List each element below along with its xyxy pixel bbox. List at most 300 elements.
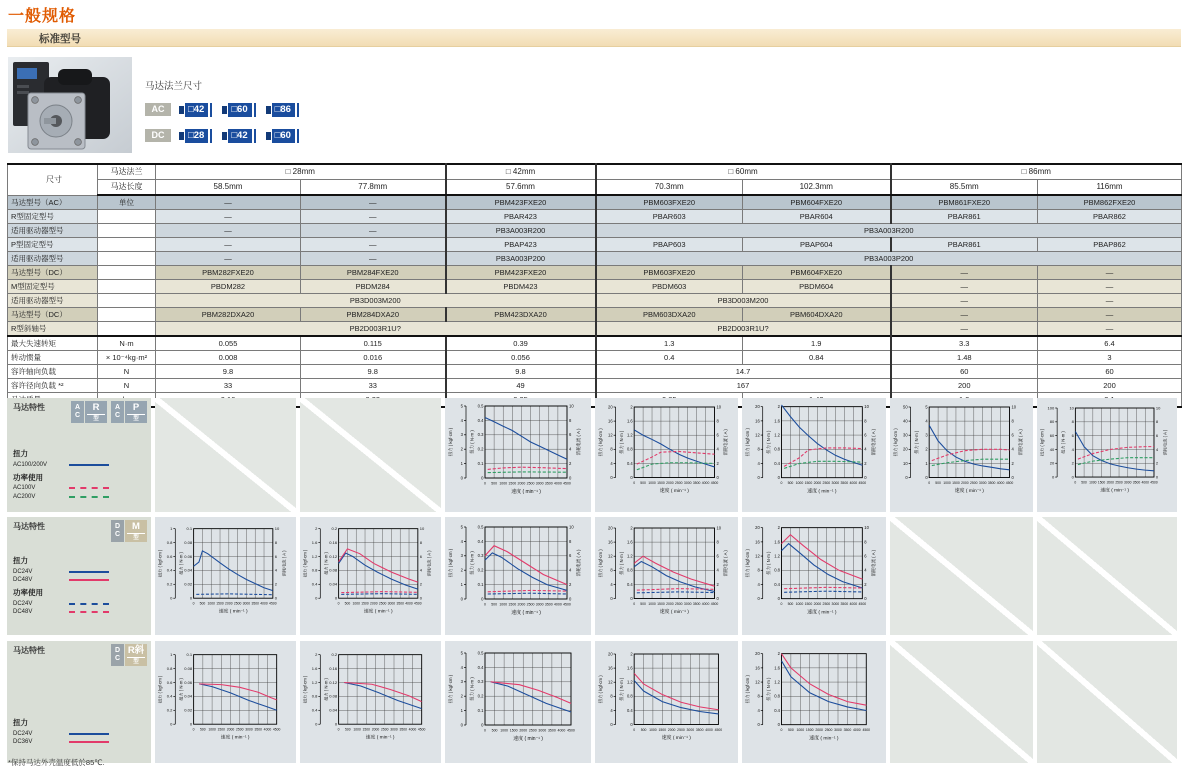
- svg-text:0.8: 0.8: [774, 693, 780, 699]
- table-row: [8, 266, 1182, 280]
- svg-text:4500: 4500: [862, 728, 871, 733]
- legend-line-sample: [69, 579, 109, 581]
- svg-text:3: 3: [460, 553, 463, 559]
- unit-cell: [98, 294, 156, 308]
- svg-text:6: 6: [274, 553, 278, 559]
- svg-text:0.5: 0.5: [477, 650, 484, 656]
- svg-text:3500: 3500: [396, 601, 404, 606]
- svg-text:500: 500: [345, 727, 351, 732]
- type-badge: [111, 644, 147, 666]
- svg-text:速度 ( min⁻¹ ): 速度 ( min⁻¹ ): [807, 610, 837, 616]
- spec-cell: —: [301, 252, 446, 266]
- svg-text:20: 20: [755, 651, 760, 657]
- spec-cell: —: [1038, 266, 1182, 280]
- svg-text:1000: 1000: [795, 481, 804, 486]
- svg-text:1.2: 1.2: [774, 432, 780, 438]
- svg-text:2000: 2000: [813, 602, 822, 607]
- svg-text:0: 0: [274, 595, 278, 601]
- svg-text:0.8: 0.8: [626, 693, 633, 699]
- svg-text:12: 12: [608, 553, 613, 559]
- svg-text:6: 6: [864, 432, 867, 438]
- svg-text:10: 10: [569, 524, 574, 530]
- svg-text:4: 4: [569, 567, 572, 573]
- svg-text:20: 20: [1049, 460, 1055, 466]
- spec-cell: PB3A003P200: [446, 252, 596, 266]
- spec-cell: 60: [1038, 365, 1182, 379]
- svg-text:0.1: 0.1: [186, 652, 193, 658]
- svg-text:16: 16: [608, 539, 613, 545]
- svg-text:500: 500: [200, 727, 206, 732]
- svg-text:2000: 2000: [226, 727, 235, 732]
- svg-text:4500: 4500: [563, 481, 571, 486]
- svg-text:1: 1: [460, 582, 463, 587]
- spec-cell: —: [891, 322, 1038, 337]
- svg-text:4: 4: [569, 446, 572, 452]
- svg-text:0.06: 0.06: [184, 679, 193, 685]
- svg-text:0.08: 0.08: [329, 567, 338, 573]
- spec-cell: 6.4: [1038, 336, 1182, 351]
- flange-size-value: □28: [185, 129, 208, 143]
- svg-text:1.6: 1.6: [774, 539, 780, 545]
- svg-text:扭力 ( kgf·cm ): 扭力 ( kgf·cm ): [448, 427, 453, 457]
- motor-photo-illustration: [8, 57, 132, 153]
- svg-text:500: 500: [787, 602, 794, 607]
- table-row: [8, 195, 1182, 210]
- badge-bar-icon: [254, 129, 256, 143]
- flange-size-badge: [222, 129, 255, 143]
- svg-text:扭力 ( N·m ): 扭力 ( N·m ): [323, 552, 329, 575]
- svg-text:8: 8: [757, 693, 760, 699]
- svg-text:0: 0: [419, 595, 423, 601]
- spec-cell: —: [301, 210, 446, 224]
- spec-cell: 9.8: [446, 365, 596, 379]
- legend-line-sample: [69, 496, 109, 498]
- svg-text:8: 8: [757, 446, 760, 452]
- svg-text:2000: 2000: [666, 480, 674, 485]
- svg-text:2: 2: [864, 460, 867, 466]
- spec-cell: 60: [891, 365, 1038, 379]
- torque-chart: [155, 641, 296, 763]
- svg-text:0: 0: [1155, 474, 1159, 480]
- svg-text:3000: 3000: [683, 480, 692, 485]
- svg-text:0: 0: [1052, 474, 1055, 480]
- svg-text:扭力 ( kgf·cm ): 扭力 ( kgf·cm ): [744, 428, 750, 457]
- svg-text:0: 0: [777, 596, 780, 602]
- svg-text:0: 0: [928, 480, 931, 485]
- svg-text:3000: 3000: [686, 727, 695, 732]
- svg-text:2: 2: [716, 581, 719, 587]
- svg-text:3000: 3000: [390, 727, 398, 732]
- svg-text:2: 2: [315, 526, 318, 532]
- svg-text:500: 500: [491, 481, 498, 486]
- svg-text:0.16: 0.16: [329, 665, 338, 671]
- spec-cell: PBAP423: [446, 238, 596, 252]
- spec-cell: PBAP862: [1038, 238, 1182, 252]
- svg-text:500: 500: [640, 601, 646, 606]
- unit-cell: [98, 238, 156, 252]
- svg-text:5: 5: [460, 403, 463, 409]
- legend-section-label: 扭力: [13, 718, 28, 727]
- svg-text:4000: 4000: [701, 601, 710, 606]
- svg-text:4500: 4500: [414, 601, 422, 606]
- svg-text:2500: 2500: [824, 728, 833, 733]
- svg-text:12: 12: [608, 679, 613, 685]
- spec-cell: 0.4: [596, 351, 743, 365]
- svg-text:4: 4: [925, 418, 928, 424]
- svg-text:1000: 1000: [795, 602, 804, 607]
- svg-text:3500: 3500: [843, 728, 852, 733]
- svg-text:0.4: 0.4: [311, 707, 318, 713]
- svg-text:1500: 1500: [658, 727, 667, 732]
- svg-text:速度 ( min⁻¹ ): 速度 ( min⁻¹ ): [220, 735, 250, 741]
- svg-text:4000: 4000: [553, 481, 562, 486]
- svg-text:3000: 3000: [683, 601, 692, 606]
- section-bar: [7, 29, 1181, 47]
- svg-text:4: 4: [610, 707, 613, 713]
- type-badge: [111, 401, 147, 423]
- flange-size-rows: [145, 101, 309, 144]
- svg-text:4500: 4500: [1150, 480, 1158, 485]
- svg-text:4500: 4500: [567, 728, 575, 733]
- svg-text:消耗电流 ( A ): 消耗电流 ( A ): [576, 549, 581, 577]
- svg-text:1.6: 1.6: [774, 418, 780, 424]
- svg-text:速度 ( min⁻¹ ): 速度 ( min⁻¹ ): [954, 489, 984, 495]
- flange-size-block: [145, 78, 309, 153]
- svg-text:4: 4: [1155, 446, 1159, 452]
- svg-text:扭力 ( N·m ): 扭力 ( N·m ): [1060, 431, 1066, 454]
- svg-text:16: 16: [608, 665, 613, 671]
- table-row: [8, 351, 1182, 365]
- svg-text:2: 2: [419, 581, 423, 587]
- svg-text:0: 0: [484, 602, 486, 607]
- svg-text:3500: 3500: [1132, 480, 1141, 485]
- svg-text:0.5: 0.5: [477, 403, 484, 409]
- empty-cell: [1037, 641, 1177, 763]
- svg-text:扭力 ( N·m ): 扭力 ( N·m ): [178, 678, 184, 701]
- spec-cell: —: [891, 266, 1038, 280]
- spec-table: [7, 163, 1182, 411]
- svg-text:10: 10: [716, 525, 722, 531]
- spec-cell: PBDM423: [446, 280, 596, 294]
- svg-text:16: 16: [755, 539, 760, 545]
- svg-text:20: 20: [755, 404, 760, 410]
- spec-cell: PBM423FXE20: [446, 266, 596, 280]
- torque-chart: [595, 641, 738, 763]
- svg-text:4500: 4500: [858, 481, 867, 486]
- spec-cell: 200: [1038, 379, 1182, 393]
- type-badge: [71, 401, 107, 423]
- page-title: 一般规格: [8, 8, 77, 25]
- svg-text:0.2: 0.2: [166, 581, 173, 587]
- svg-text:1500: 1500: [362, 727, 371, 732]
- unit-cell: [98, 266, 156, 280]
- svg-text:1500: 1500: [805, 728, 814, 733]
- svg-text:速度 ( min⁻¹ ): 速度 ( min⁻¹ ): [511, 610, 541, 616]
- spec-cell: PBM284FXE20: [301, 266, 446, 280]
- svg-text:0.12: 0.12: [329, 553, 338, 559]
- flange-header: 马达法兰: [98, 164, 156, 180]
- svg-text:扭力 ( kgf·cm ): 扭力 ( kgf·cm ): [597, 549, 603, 578]
- svg-text:0.4: 0.4: [774, 581, 780, 587]
- svg-text:2500: 2500: [236, 727, 244, 732]
- svg-text:3500: 3500: [840, 481, 849, 486]
- badge-series-label: A C: [111, 401, 124, 423]
- svg-text:50: 50: [903, 404, 908, 410]
- torque-chart: [890, 398, 1033, 512]
- svg-text:0: 0: [630, 595, 633, 601]
- svg-text:0.1: 0.1: [477, 461, 484, 466]
- spec-cell: PB3D003M200: [156, 294, 596, 308]
- svg-text:0.8: 0.8: [626, 446, 633, 452]
- legend-item-name: DC24V: [13, 568, 33, 575]
- legend-line-sample: [69, 611, 109, 613]
- svg-text:3500: 3500: [251, 601, 259, 606]
- svg-text:4: 4: [757, 460, 760, 466]
- svg-text:1500: 1500: [804, 481, 813, 486]
- svg-text:4: 4: [610, 460, 613, 466]
- svg-text:4500: 4500: [714, 727, 723, 732]
- torque-chart: [742, 641, 886, 763]
- torque-chart: [742, 517, 886, 635]
- svg-text:扭力 ( kgf·cm ): 扭力 ( kgf·cm ): [892, 428, 898, 457]
- svg-text:0: 0: [170, 595, 173, 601]
- svg-text:0: 0: [460, 596, 463, 602]
- svg-text:1000: 1000: [1089, 480, 1097, 485]
- svg-text:4: 4: [1071, 446, 1074, 452]
- legend-item-name: AC100V: [13, 485, 36, 491]
- unit-cell: 单位: [98, 195, 156, 210]
- legend-cell: [7, 641, 151, 763]
- svg-text:8: 8: [757, 567, 760, 573]
- flange-size-badge: [266, 129, 299, 143]
- table-header-row: [8, 180, 1182, 196]
- svg-text:500: 500: [344, 601, 351, 606]
- legend-cell: [7, 517, 151, 635]
- spec-cell: —: [1038, 294, 1182, 308]
- svg-text:扭力 ( N·m ): 扭力 ( N·m ): [323, 678, 329, 701]
- svg-text:2500: 2500: [822, 481, 831, 486]
- torque-chart: [1037, 398, 1177, 512]
- flange-size-value: □42: [185, 103, 208, 117]
- spec-cell: 33: [156, 379, 301, 393]
- svg-text:4000: 4000: [260, 601, 268, 606]
- svg-text:0.08: 0.08: [184, 539, 193, 545]
- empty-cell: [890, 641, 1033, 763]
- svg-text:4000: 4000: [705, 727, 713, 732]
- svg-text:扭力 ( kgf·cm ): 扭力 ( kgf·cm ): [157, 675, 163, 704]
- svg-text:4500: 4500: [269, 601, 277, 606]
- svg-text:4000: 4000: [1141, 480, 1149, 485]
- svg-text:3000: 3000: [978, 480, 987, 485]
- svg-text:0.2: 0.2: [477, 446, 484, 452]
- flange-size-row: [145, 101, 309, 118]
- svg-text:60: 60: [1049, 432, 1055, 438]
- svg-text:1: 1: [170, 526, 173, 532]
- svg-text:500: 500: [935, 480, 941, 485]
- spec-cell: —: [156, 195, 301, 210]
- spec-cell: PBDM284: [301, 280, 446, 294]
- table-row: [8, 294, 1182, 308]
- svg-text:0.2: 0.2: [331, 652, 338, 658]
- flange-size-value: □86: [272, 103, 295, 117]
- spec-cell: PBAR603: [596, 210, 743, 224]
- svg-text:2000: 2000: [667, 727, 676, 732]
- svg-text:2: 2: [864, 581, 867, 587]
- badge-bar-icon: [297, 129, 299, 143]
- spec-cell: —: [891, 280, 1038, 294]
- spec-cell: PBAR604: [743, 210, 891, 224]
- table-row: [8, 336, 1182, 351]
- spec-cell: —: [891, 308, 1038, 322]
- svg-text:4: 4: [419, 567, 423, 573]
- legend-item: [13, 609, 145, 615]
- table-row: [8, 252, 1182, 266]
- svg-text:2: 2: [630, 651, 633, 657]
- spec-cell: —: [156, 224, 301, 238]
- unit-cell: N: [98, 379, 156, 393]
- svg-text:6: 6: [716, 432, 719, 438]
- svg-text:0.04: 0.04: [184, 567, 193, 573]
- spec-cell: PBAP603: [596, 238, 743, 252]
- svg-text:1000: 1000: [207, 601, 215, 606]
- svg-text:0.04: 0.04: [329, 707, 338, 713]
- spec-cell: PBM282DXA20: [156, 308, 301, 322]
- type-badges: [67, 401, 147, 423]
- spec-cell: —: [301, 238, 446, 252]
- table-row: [8, 224, 1182, 238]
- spec-cell: PBM861FXE20: [891, 195, 1038, 210]
- svg-text:6: 6: [1155, 432, 1159, 438]
- svg-text:6: 6: [569, 553, 572, 559]
- svg-text:1.2: 1.2: [626, 679, 633, 685]
- legend-line-sample: [69, 603, 109, 605]
- svg-text:8: 8: [716, 539, 719, 545]
- svg-text:1500: 1500: [508, 481, 517, 486]
- svg-text:0: 0: [780, 602, 783, 607]
- svg-text:1500: 1500: [657, 480, 665, 485]
- svg-text:1.6: 1.6: [311, 539, 318, 545]
- spec-cell: —: [156, 252, 301, 266]
- svg-text:扭力 ( N·m ): 扭力 ( N·m ): [178, 552, 184, 575]
- svg-text:0.8: 0.8: [311, 567, 318, 573]
- type-badge: [111, 520, 147, 542]
- svg-text:0.06: 0.06: [184, 553, 193, 559]
- legend-line-sample: [69, 571, 109, 573]
- svg-text:速度 ( min⁻¹ ): 速度 ( min⁻¹ ): [365, 735, 395, 741]
- legend-sections: [13, 444, 145, 502]
- row-label: 容许轴向负载: [8, 365, 98, 379]
- svg-text:速度 ( min⁻¹ ): 速度 ( min⁻¹ ): [513, 736, 543, 742]
- svg-text:12: 12: [755, 553, 760, 559]
- svg-text:2000: 2000: [225, 601, 233, 606]
- svg-text:0: 0: [777, 475, 780, 481]
- svg-text:消耗电流 ( A ): 消耗电流 ( A ): [1018, 429, 1024, 456]
- svg-text:0: 0: [610, 474, 613, 480]
- svg-text:2000: 2000: [517, 481, 526, 486]
- svg-text:10: 10: [274, 526, 280, 532]
- badge-main-letter: R: [87, 401, 105, 415]
- svg-text:1000: 1000: [500, 728, 509, 733]
- svg-text:3000: 3000: [831, 481, 840, 486]
- badge-notch-icon: [179, 106, 184, 114]
- svg-text:0.4: 0.4: [774, 460, 780, 466]
- svg-text:1500: 1500: [509, 728, 518, 733]
- legend-line-sample: [69, 733, 109, 735]
- badge-notch-icon: [222, 132, 227, 140]
- svg-text:1: 1: [925, 460, 928, 466]
- svg-text:0.1: 0.1: [477, 582, 484, 587]
- svg-text:4000: 4000: [849, 602, 858, 607]
- badge-sub-label: 型: [93, 416, 99, 422]
- svg-text:1.2: 1.2: [626, 553, 633, 559]
- spec-cell: —: [891, 294, 1038, 308]
- svg-text:10: 10: [903, 460, 908, 466]
- svg-text:扭力 ( kgf·cm ): 扭力 ( kgf·cm ): [744, 549, 750, 578]
- torque-chart: [595, 398, 738, 512]
- svg-text:5: 5: [925, 404, 928, 410]
- svg-text:0.8: 0.8: [166, 539, 173, 545]
- svg-text:0.4: 0.4: [166, 567, 173, 573]
- svg-text:消耗电流 ( A ): 消耗电流 ( A ): [723, 429, 729, 456]
- svg-text:速度 ( min⁻¹ ): 速度 ( min⁻¹ ): [809, 736, 839, 742]
- svg-text:0: 0: [484, 728, 486, 733]
- type-badges: [107, 520, 147, 542]
- spec-cell: —: [1038, 308, 1182, 322]
- unit-cell: × 10⁻⁴kg·m²: [98, 351, 156, 365]
- badge-type-label: [125, 644, 147, 666]
- svg-text:0: 0: [757, 722, 760, 728]
- legend-item-name: DC48V: [13, 609, 33, 615]
- flange-size-badge: [222, 103, 255, 117]
- svg-text:5: 5: [460, 524, 463, 530]
- spec-cell: 9.8: [156, 365, 301, 379]
- svg-text:0.16: 0.16: [329, 539, 338, 545]
- svg-text:0.04: 0.04: [329, 581, 338, 587]
- badge-series-label: D C: [111, 644, 124, 666]
- svg-text:16: 16: [755, 418, 760, 424]
- svg-text:0.02: 0.02: [184, 581, 193, 587]
- legend-section: [13, 448, 145, 468]
- svg-text:1.2: 1.2: [626, 432, 633, 438]
- svg-text:1500: 1500: [217, 727, 226, 732]
- spec-cell: PBAR423: [446, 210, 596, 224]
- svg-text:3500: 3500: [692, 601, 701, 606]
- svg-text:扭力 ( kgf·cm ): 扭力 ( kgf·cm ): [744, 675, 750, 704]
- svg-text:0.8: 0.8: [311, 693, 318, 699]
- badge-notch-icon: [266, 132, 271, 140]
- svg-text:0: 0: [1011, 474, 1014, 480]
- svg-text:扭力 ( N·m ): 扭力 ( N·m ): [913, 430, 919, 454]
- badge-series-label: A C: [71, 401, 84, 423]
- svg-text:1500: 1500: [804, 602, 813, 607]
- svg-text:1.6: 1.6: [774, 665, 780, 671]
- svg-text:0: 0: [484, 481, 486, 486]
- svg-text:1000: 1000: [649, 727, 657, 732]
- svg-text:速度 ( min⁻¹ ): 速度 ( min⁻¹ ): [661, 736, 691, 742]
- svg-text:0: 0: [633, 480, 636, 485]
- flange-size-value: □60: [228, 103, 251, 117]
- length-value: 102.3mm: [743, 180, 891, 196]
- svg-text:0.4: 0.4: [477, 664, 484, 670]
- svg-text:4: 4: [716, 567, 719, 573]
- spec-cell: PBM604FXE20: [743, 266, 891, 280]
- svg-text:2500: 2500: [526, 481, 535, 486]
- svg-text:0.08: 0.08: [184, 665, 193, 671]
- svg-text:0: 0: [481, 475, 484, 481]
- svg-text:扭力 ( N·m ): 扭力 ( N·m ): [766, 430, 772, 454]
- svg-text:8: 8: [569, 538, 572, 544]
- svg-text:10: 10: [1069, 405, 1074, 411]
